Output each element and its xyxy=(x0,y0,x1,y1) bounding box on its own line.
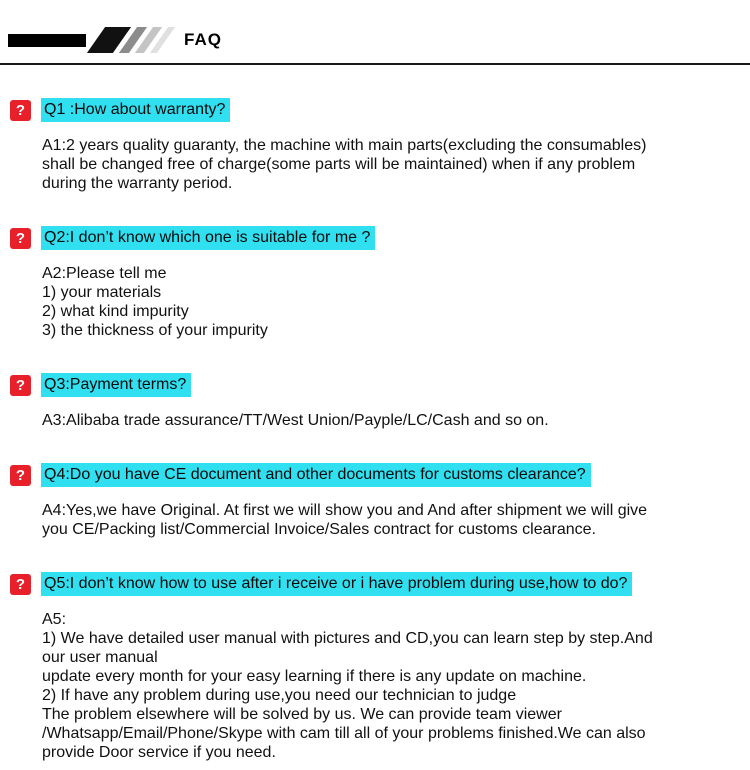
faq-question: Q2:I don’t know which one is suitable for me ? xyxy=(41,226,375,250)
answer-line: 1) We have detailed user manual with pictures and CD,you can learn step by step.And xyxy=(42,630,653,647)
question-row xyxy=(10,98,740,122)
question-mark-icon: ? xyxy=(10,228,31,249)
answer-line: A4:Yes,we have Original. At first we will show you and And after shipment we will give xyxy=(42,502,648,519)
answer-line: provide Door service if you need. xyxy=(42,744,276,761)
faq-question: Q3:Payment terms? xyxy=(41,373,191,397)
header-divider xyxy=(0,63,750,65)
question-mark-icon: ? xyxy=(10,100,31,121)
answer-line: /Whatsapp/Email/Phone/Skype with cam till all of your problems finished.We can also xyxy=(42,725,646,742)
answer-line: A1:2 years quality guaranty, the machine with main parts(excluding the consumables) xyxy=(42,137,647,154)
faq-question: Q1 :How about warranty? xyxy=(41,98,230,122)
faq-answer xyxy=(42,136,740,193)
faq-answer xyxy=(42,610,740,762)
page-title: FAQ xyxy=(184,30,222,49)
question-mark-icon: ? xyxy=(10,465,31,486)
faq-item-5 xyxy=(10,572,740,762)
faq-question: Q4:Do you have CE document and other documents for customs clearance? xyxy=(41,463,591,487)
header-bar-decoration xyxy=(8,34,86,47)
answer-line: The problem elsewhere will be solved by us. We can provide team viewer xyxy=(42,706,562,723)
faq-list xyxy=(0,98,750,762)
question-row xyxy=(10,463,740,487)
answer-line: 2) what kind impurity xyxy=(42,303,189,320)
faq-question: Q5:I don’t know how to use after i receive or i have problem during use,how to do? xyxy=(41,572,632,596)
answer-line: during the warranty period. xyxy=(42,175,233,192)
faq-answer xyxy=(42,411,740,430)
faq-item-2 xyxy=(10,226,740,340)
answer-line: shall be changed free of charge(some parts will be maintained) when if any problem xyxy=(42,156,636,173)
question-row xyxy=(10,572,740,596)
faq-answer xyxy=(42,264,740,340)
answer-line: A2:Please tell me xyxy=(42,265,167,282)
question-row xyxy=(10,226,740,250)
answer-line: our user manual xyxy=(42,649,158,666)
question-mark-icon: ? xyxy=(10,375,31,396)
faq-item-1 xyxy=(10,98,740,193)
faq-item-4 xyxy=(10,463,740,539)
header-stripes-decoration xyxy=(96,27,166,53)
answer-line: 3) the thickness of your impurity xyxy=(42,322,268,339)
question-row xyxy=(10,373,740,397)
faq-item-3 xyxy=(10,373,740,430)
answer-line: you CE/Packing list/Commercial Invoice/Sales contract for customs clearance. xyxy=(42,521,596,538)
answer-line: A5: xyxy=(42,611,67,628)
answer-line: 2) If have any problem during use,you need our technician to judge xyxy=(42,687,517,704)
answer-line: 1) your materials xyxy=(42,284,162,301)
answer-line: update every month for your easy learning if there is any update on machine. xyxy=(42,668,587,685)
page-header xyxy=(0,0,750,54)
answer-line: A3:Alibaba trade assurance/TT/West Union/Payple/LC/Cash and so on. xyxy=(42,412,549,429)
faq-answer xyxy=(42,501,740,539)
question-mark-icon: ? xyxy=(10,574,31,595)
